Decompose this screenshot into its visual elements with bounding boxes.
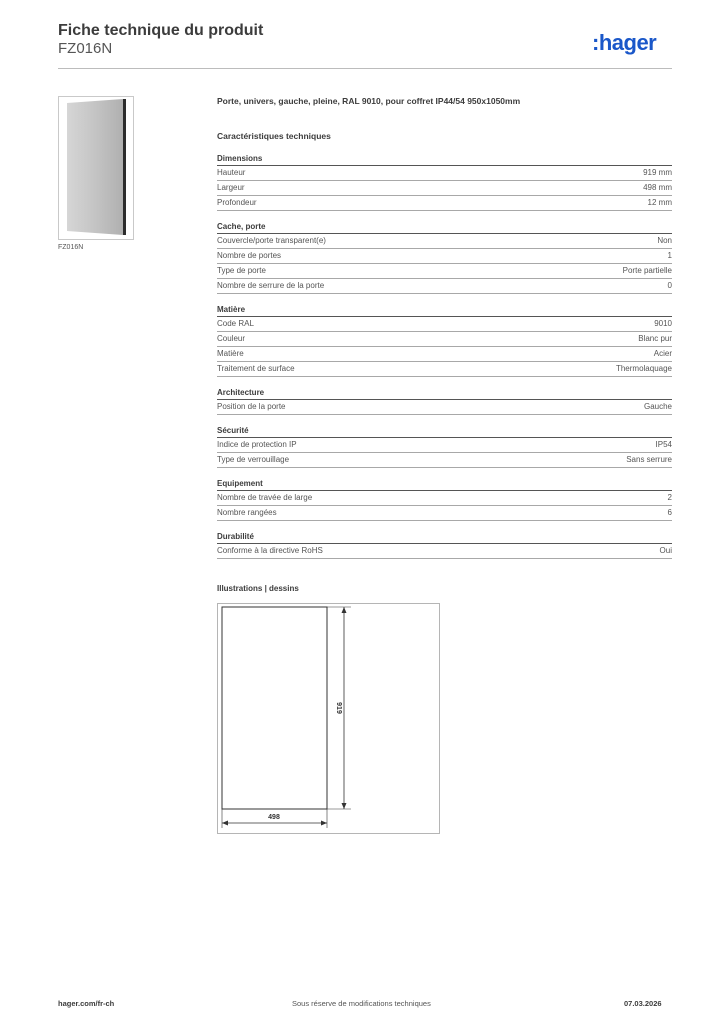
height-arrow-top [342, 607, 347, 613]
spec-value: Porte partielle [622, 266, 672, 275]
page-title: Fiche technique du produit [58, 22, 264, 39]
spec-label: Hauteur [217, 168, 246, 177]
spec-row [217, 400, 672, 415]
spec-label: Nombre de portes [217, 251, 282, 260]
spec-group [217, 530, 672, 559]
spec-label: Indice de protection IP [217, 440, 297, 449]
spec-value: 498 mm [643, 183, 672, 192]
spec-label: Code RAL [217, 319, 254, 328]
spec-group-title: Durabilité [217, 530, 672, 544]
illustrations-heading: Illustrations | dessins [217, 584, 299, 593]
spec-label: Traitement de surface [217, 364, 295, 373]
spec-group-title: Sécurité [217, 424, 672, 438]
spec-group [217, 477, 672, 521]
spec-group [217, 220, 672, 294]
door-outline [222, 607, 327, 809]
spec-value: IP54 [655, 440, 672, 449]
spec-group [217, 386, 672, 415]
spec-table [217, 152, 672, 568]
spec-row [217, 317, 672, 332]
spec-group [217, 152, 672, 211]
spec-group-title: Cache, porte [217, 220, 672, 234]
spec-value: Oui [659, 546, 672, 555]
door-panel-image [59, 97, 133, 239]
spec-label: Nombre de serrure de la porte [217, 281, 325, 290]
spec-label: Couleur [217, 334, 246, 343]
spec-row [217, 181, 672, 196]
spec-label: Type de porte [217, 266, 266, 275]
spec-value: 919 mm [643, 168, 672, 177]
spec-row [217, 506, 672, 521]
technical-heading: Caractéristiques techniques [217, 131, 331, 141]
spec-label: Type de verrouillage [217, 455, 290, 464]
spec-row [217, 362, 672, 377]
product-thumbnail [58, 96, 134, 240]
spec-label: Profondeur [217, 198, 257, 207]
spec-label: Largeur [217, 183, 245, 192]
spec-row [217, 234, 672, 249]
spec-value: Acier [653, 349, 672, 358]
spec-label: Nombre de travée de large [217, 493, 313, 502]
dimension-drawing [217, 603, 440, 834]
width-arrow-right [321, 821, 327, 826]
spec-label: Position de la porte [217, 402, 286, 411]
spec-value: 2 [667, 493, 672, 502]
spec-row [217, 264, 672, 279]
height-arrow-bottom [342, 803, 347, 809]
spec-value: 1 [667, 251, 672, 260]
footer-notice: Sous réserve de modifications techniques [292, 999, 431, 1008]
spec-value: Blanc pur [638, 334, 672, 343]
spec-row [217, 438, 672, 453]
spec-row [217, 347, 672, 362]
spec-group [217, 303, 672, 377]
spec-value: Sans serrure [626, 455, 672, 464]
spec-row [217, 279, 672, 294]
spec-value: 6 [667, 508, 672, 517]
spec-group-title: Architecture [217, 386, 672, 400]
thumbnail-caption: FZ016N [58, 244, 84, 251]
footer-date: 07.03.2026 [624, 999, 662, 1008]
spec-row [217, 453, 672, 468]
spec-value: 12 mm [647, 198, 672, 207]
header-divider [58, 68, 672, 69]
spec-group-title: Equipement [217, 477, 672, 491]
spec-value: Non [657, 236, 672, 245]
spec-label: Nombre rangées [217, 508, 277, 517]
footer-website[interactable]: hager.com/fr-ch [58, 999, 115, 1008]
spec-row [217, 196, 672, 211]
spec-group-title: Matière [217, 303, 672, 317]
spec-value: 9010 [654, 319, 672, 328]
drawing-frame [218, 604, 440, 834]
spec-value: Gauche [643, 402, 672, 411]
spec-row [217, 332, 672, 347]
height-label: 919 [335, 702, 342, 714]
product-code: FZ016N [58, 40, 113, 57]
spec-label: Matière [217, 349, 244, 358]
spec-label: Conforme à la directive RoHS [217, 546, 323, 555]
spec-value: 0 [667, 281, 672, 290]
spec-value: Thermolaquage [615, 364, 672, 373]
spec-row [217, 166, 672, 181]
width-label: 498 [268, 814, 280, 821]
spec-label: Couvercle/porte transparent(e) [217, 236, 326, 245]
width-arrow-left [222, 821, 228, 826]
spec-group-title: Dimensions [217, 152, 672, 166]
product-description: Porte, univers, gauche, pleine, RAL 9010, pour coffret IP44/54 950x1050mm [217, 96, 521, 106]
spec-row [217, 249, 672, 264]
spec-row [217, 491, 672, 506]
spec-row [217, 544, 672, 559]
spec-group [217, 424, 672, 468]
hager-logo: :hager [592, 30, 657, 55]
